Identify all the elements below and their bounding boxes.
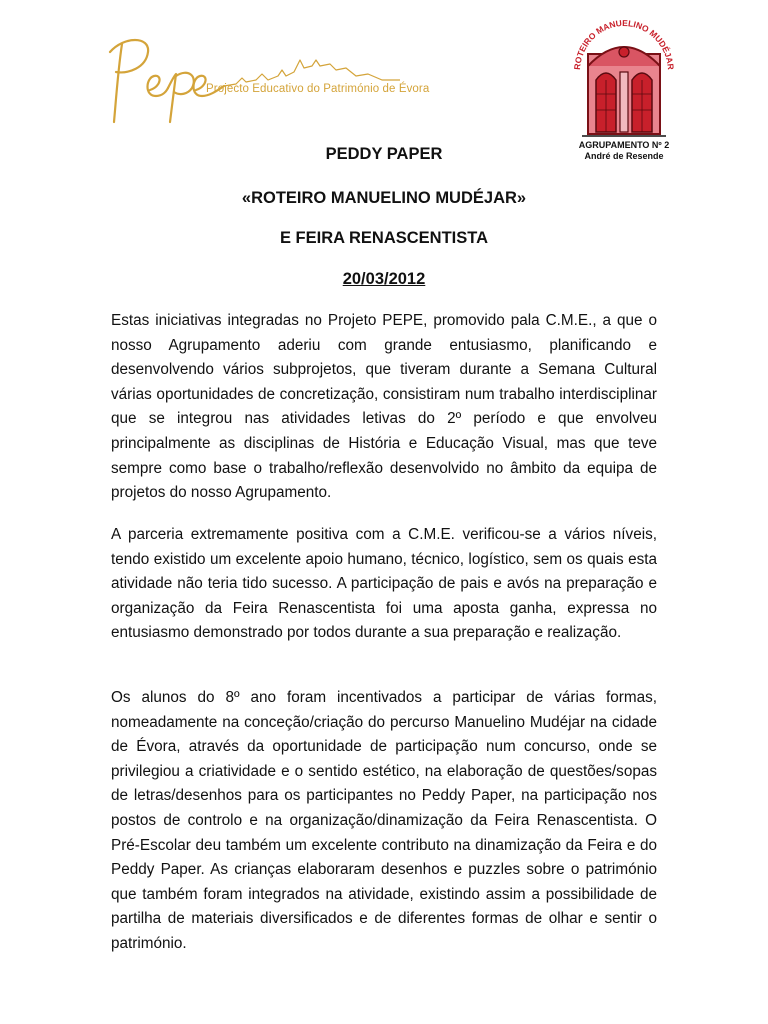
pepe-logo-subtitle: Projecto Educativo do Património de Évora — [206, 83, 430, 95]
heading-date: 20/03/2012 — [342, 270, 426, 288]
emblem-line-school-group: AGRUPAMENTO Nº 2 — [578, 140, 670, 150]
manuelino-window-emblem — [570, 14, 678, 142]
pepe-logo — [106, 30, 430, 130]
paragraph-3: Os alunos do 8º ano foram incentivados a participar de várias formas, nomeadamente na conceção/criação do percurso Manuelino Mudéjar na cidade de Évora, através da oportunidade de participação num concurso, onde se privilegiou a criatividade e o sentido estético, na elaboração de questões/sopas de letras/desenhos para os participantes no Peddy Paper, na participação nos postos de controlo e na organização/dinamização da Feira Renascentista. O Pré-Escolar deu também um excelente contributo na dinamização da Feira e do Peddy Paper. As crianças elaboraram desenhos e puzzles sobre o património que também foram integrados na atividade, existindo assim a possibilidade de partilha de materiais diversificados e de diferentes formas de olhar e sentir o património. — [111, 689, 657, 952]
heading-peddy-paper: PEDDY PAPER — [325, 145, 443, 163]
heading-roteiro: «ROTEIRO MANUELINO MUDÉJAR» — [241, 189, 527, 207]
emblem-arc-title: ROTEIRO MANUELINO MUDÉJAR — [571, 17, 677, 71]
emblem-line-school-name: André de Resende — [584, 151, 664, 161]
pepe-logo-artwork — [106, 30, 406, 130]
paragraph-2: A parceria extremamente positiva com a C.M.E. verificou-se a vários níveis, tendo existido um excelente apoio humano, técnico, logístico, sem os quais esta atividade não teria tido sucesso. A participação de pais e avós na preparação e organização da Feira Renascentista foi uma aposta ganha, expressa no entusiasmo demonstrado por todos durante a sua preparação e realização. — [111, 526, 657, 642]
heading-feira: E FEIRA RENASCENTISTA — [279, 229, 489, 247]
paragraph-1: Estas iniciativas integradas no Projeto PEPE, promovido pala C.M.E., a que o nosso Agrupamento aderiu com grande entusiasmo, planificando e desenvolvendo vários subprojetos, que tiveram durante a Semana Cultural várias oportunidades de concretização, consistiram num trabalho interdisciplinar que se integrou nas atividades letivas do 2º período e que envolveu principalmente as disciplinas de História e Educação Visual, mas que teve sempre como base o trabalho/reflexão desenvolvido no âmbito da equipa de projetos do nosso Agrupamento. — [111, 312, 657, 502]
